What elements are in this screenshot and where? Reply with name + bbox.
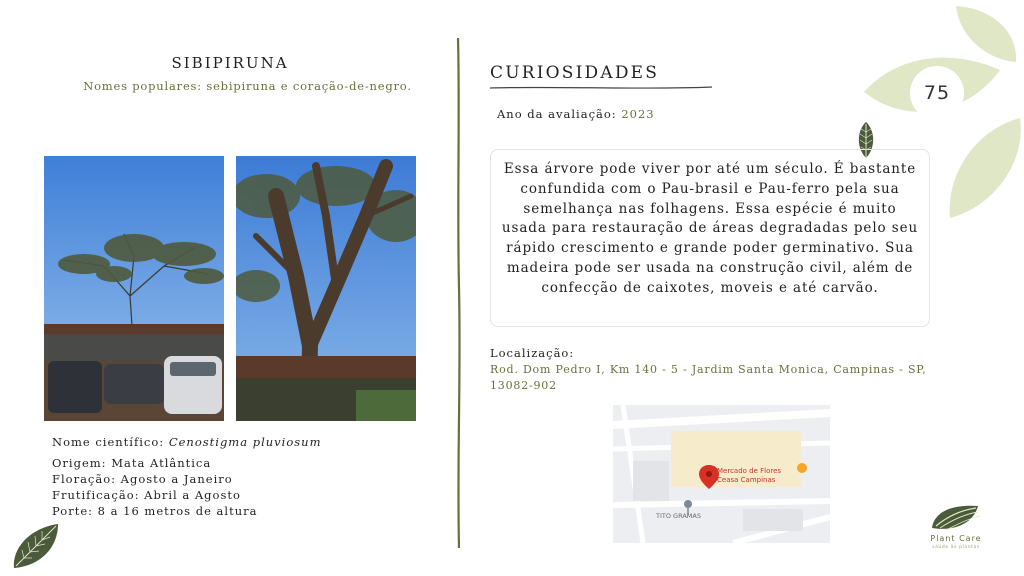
location-address: Rod. Dom Pedro I, Km 140 - 5 - Jardim Santa Monica, Campinas - SP, 13082-902 [490,363,927,392]
size-fact: Porte: 8 a 16 metros de altura [52,504,258,518]
year-label: Ano da avaliação: [497,107,622,121]
column-divider [452,38,466,548]
page-number: 75 [923,82,951,104]
heading-underline [490,85,712,91]
description-card [490,149,930,327]
fruiting-fact: Frutificação: Abril a Agosto [52,488,241,502]
species-title: SIBIPIRUNA [171,54,289,72]
year-value: 2023 [621,107,655,121]
origin-fact: Origem: Mata Atlântica [52,456,212,470]
tree-photo-trunk [236,156,416,421]
map-place-name: Mercado de Flores [717,467,782,475]
map-place-subname: Ceasa Campinas [717,476,776,484]
leaf-decoration-bottom-left [8,520,62,572]
scientific-name-row [52,435,321,449]
popular-names: Nomes populares: sebipiruna e coração-de-negro. [83,79,412,93]
map-nearby-label: TITO GRAMAS [656,512,701,520]
evaluation-year [497,107,655,121]
scientific-name: Cenostigma pluviosum [168,435,322,449]
tree-photo-wide [44,156,224,421]
curiosities-heading: CURIOSIDADES [490,63,660,83]
brand-tagline: saúde às plantas [932,545,980,550]
location-label: Localização: [490,346,575,360]
plant-care-logo-icon [928,502,982,534]
flowering-fact: Floração: Agosto a Janeiro [52,472,233,486]
page-number-badge [910,66,964,120]
brand-name: Plant Care [930,534,982,543]
scientific-name-label: Nome científico: [52,435,169,449]
description-text: Essa árvore pode viver por até um século. É bastante confundida com o Pau-brasil e Pau-ferro pela sua semelhança nas folhagens. Essa espécie é muito usada para restauração de áreas degradadas pelo seu rápido crescimento e grande poder germinativo. Sua madeira pode ser usada na construção civil, além de confecção de caixotes, moveis e até carvão. [501,161,919,296]
